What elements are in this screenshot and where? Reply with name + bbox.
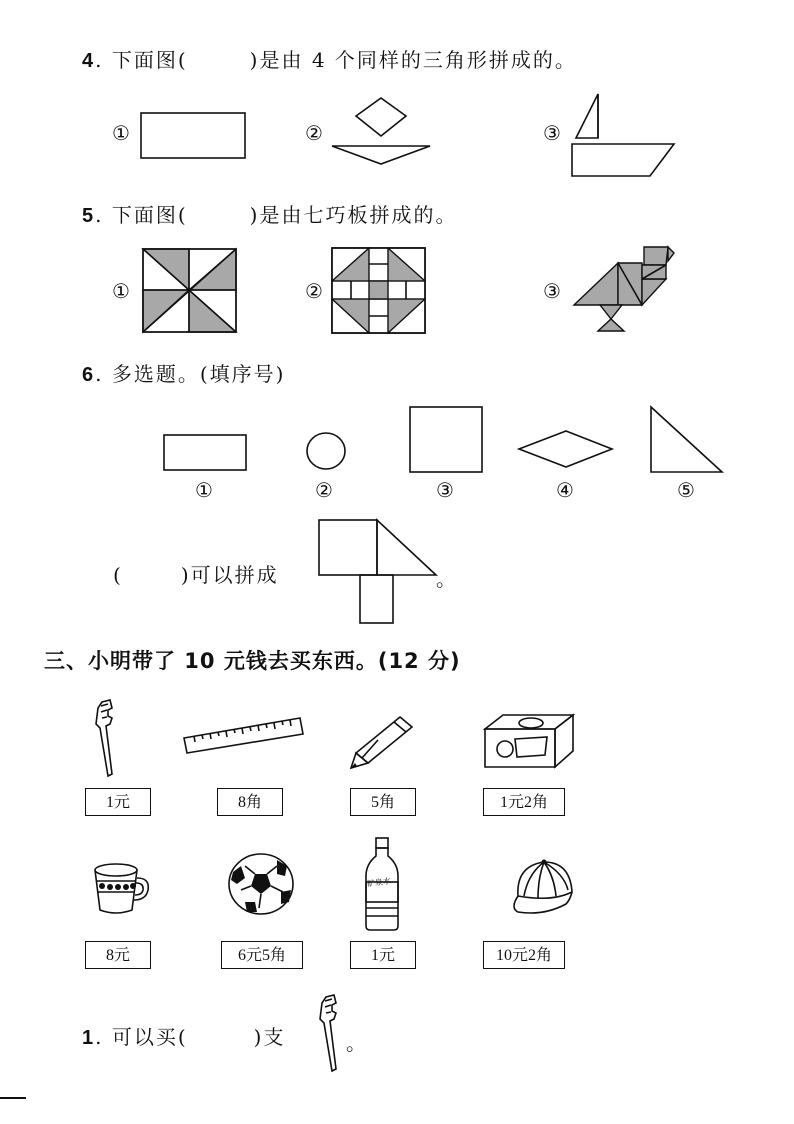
sub1-line	[82, 1021, 285, 1050]
q6-sub-line	[113, 559, 279, 588]
q5-figure-tangram-bird	[570, 243, 680, 337]
price-tag-sharpener: 1元2角	[483, 788, 565, 816]
sub1-end: 。	[346, 1031, 368, 1055]
q6-sub-end: 。	[436, 567, 458, 591]
q6-composite-figure	[318, 519, 442, 625]
q6-sub-paren-open: (	[113, 563, 123, 587]
q4-line	[82, 44, 577, 73]
q6-shape-triangle	[649, 405, 725, 475]
q6-shape-rhombus	[517, 429, 615, 469]
section3-title: 三、小明带了 10 元钱去买东西。(12 分)	[44, 649, 461, 673]
price-tag-toothbrush: 1元	[85, 788, 151, 816]
pencil-sharpener-icon	[481, 711, 577, 769]
q6-line	[82, 358, 285, 387]
q6-shape-rectangle	[163, 434, 249, 472]
q5-text-after: )是由七巧板拼成的。	[249, 203, 458, 227]
q5-line	[82, 199, 457, 228]
q5-option-3-label: ③	[543, 279, 561, 303]
sub1-number: 1	[82, 1027, 96, 1049]
q5-number: 5	[82, 205, 96, 227]
ruler-icon	[182, 716, 306, 754]
q4-figure-rectangle	[140, 112, 246, 160]
cup-icon	[92, 862, 154, 916]
q4-option-3-label: ③	[543, 121, 561, 145]
q6-shape-square	[409, 406, 485, 474]
page-edge-mark	[0, 1097, 26, 1099]
cap-icon	[508, 856, 578, 918]
q4-text-after: )是由 4 个同样的三角形拼成的。	[249, 48, 577, 72]
toothbrush-inline-icon	[318, 993, 348, 1075]
q5-text-before: . 下面图(	[95, 203, 188, 227]
q5-option-2-label: ②	[305, 279, 323, 303]
sub1-text-after: )支	[253, 1025, 286, 1049]
q4-figure-diamond-boat	[330, 96, 434, 168]
q4-number: 4	[82, 50, 96, 72]
q4-figure-sailboat	[570, 92, 680, 178]
price-tag-cup: 8元	[85, 941, 151, 969]
price-tag-pencil: 5角	[350, 788, 416, 816]
pencil-icon	[348, 713, 416, 771]
q5-option-1-label: ①	[112, 279, 130, 303]
q6-option-3-label: ③	[436, 478, 454, 502]
q6-option-1-label: ①	[195, 478, 213, 502]
q6-option-4-label: ④	[556, 478, 574, 502]
q6-option-2-label: ②	[315, 478, 333, 502]
q5-figure-pinwheel	[142, 248, 238, 334]
q6-text: . 多选题。(填序号)	[95, 362, 286, 386]
q6-shape-circle	[305, 431, 349, 471]
q6-sub-text: )可以拼成	[180, 563, 279, 587]
soccer-ball-icon	[227, 852, 297, 918]
price-tag-soccer-ball: 6元5角	[221, 941, 303, 969]
q4-option-1-label: ①	[112, 121, 130, 145]
price-tag-cap: 10元2角	[483, 941, 565, 969]
sub1-text-before: . 可以买(	[95, 1025, 188, 1049]
q6-option-5-label: ⑤	[677, 478, 695, 502]
water-bottle-label: 矿泉水	[366, 876, 392, 889]
q4-text-before: . 下面图(	[95, 48, 188, 72]
q4-option-2-label: ②	[305, 121, 323, 145]
toothbrush-icon	[92, 698, 126, 780]
price-tag-water-bottle: 1元	[350, 941, 416, 969]
q6-number: 6	[82, 364, 96, 386]
q5-figure-grid-pattern	[331, 247, 427, 335]
price-tag-ruler: 8角	[217, 788, 283, 816]
